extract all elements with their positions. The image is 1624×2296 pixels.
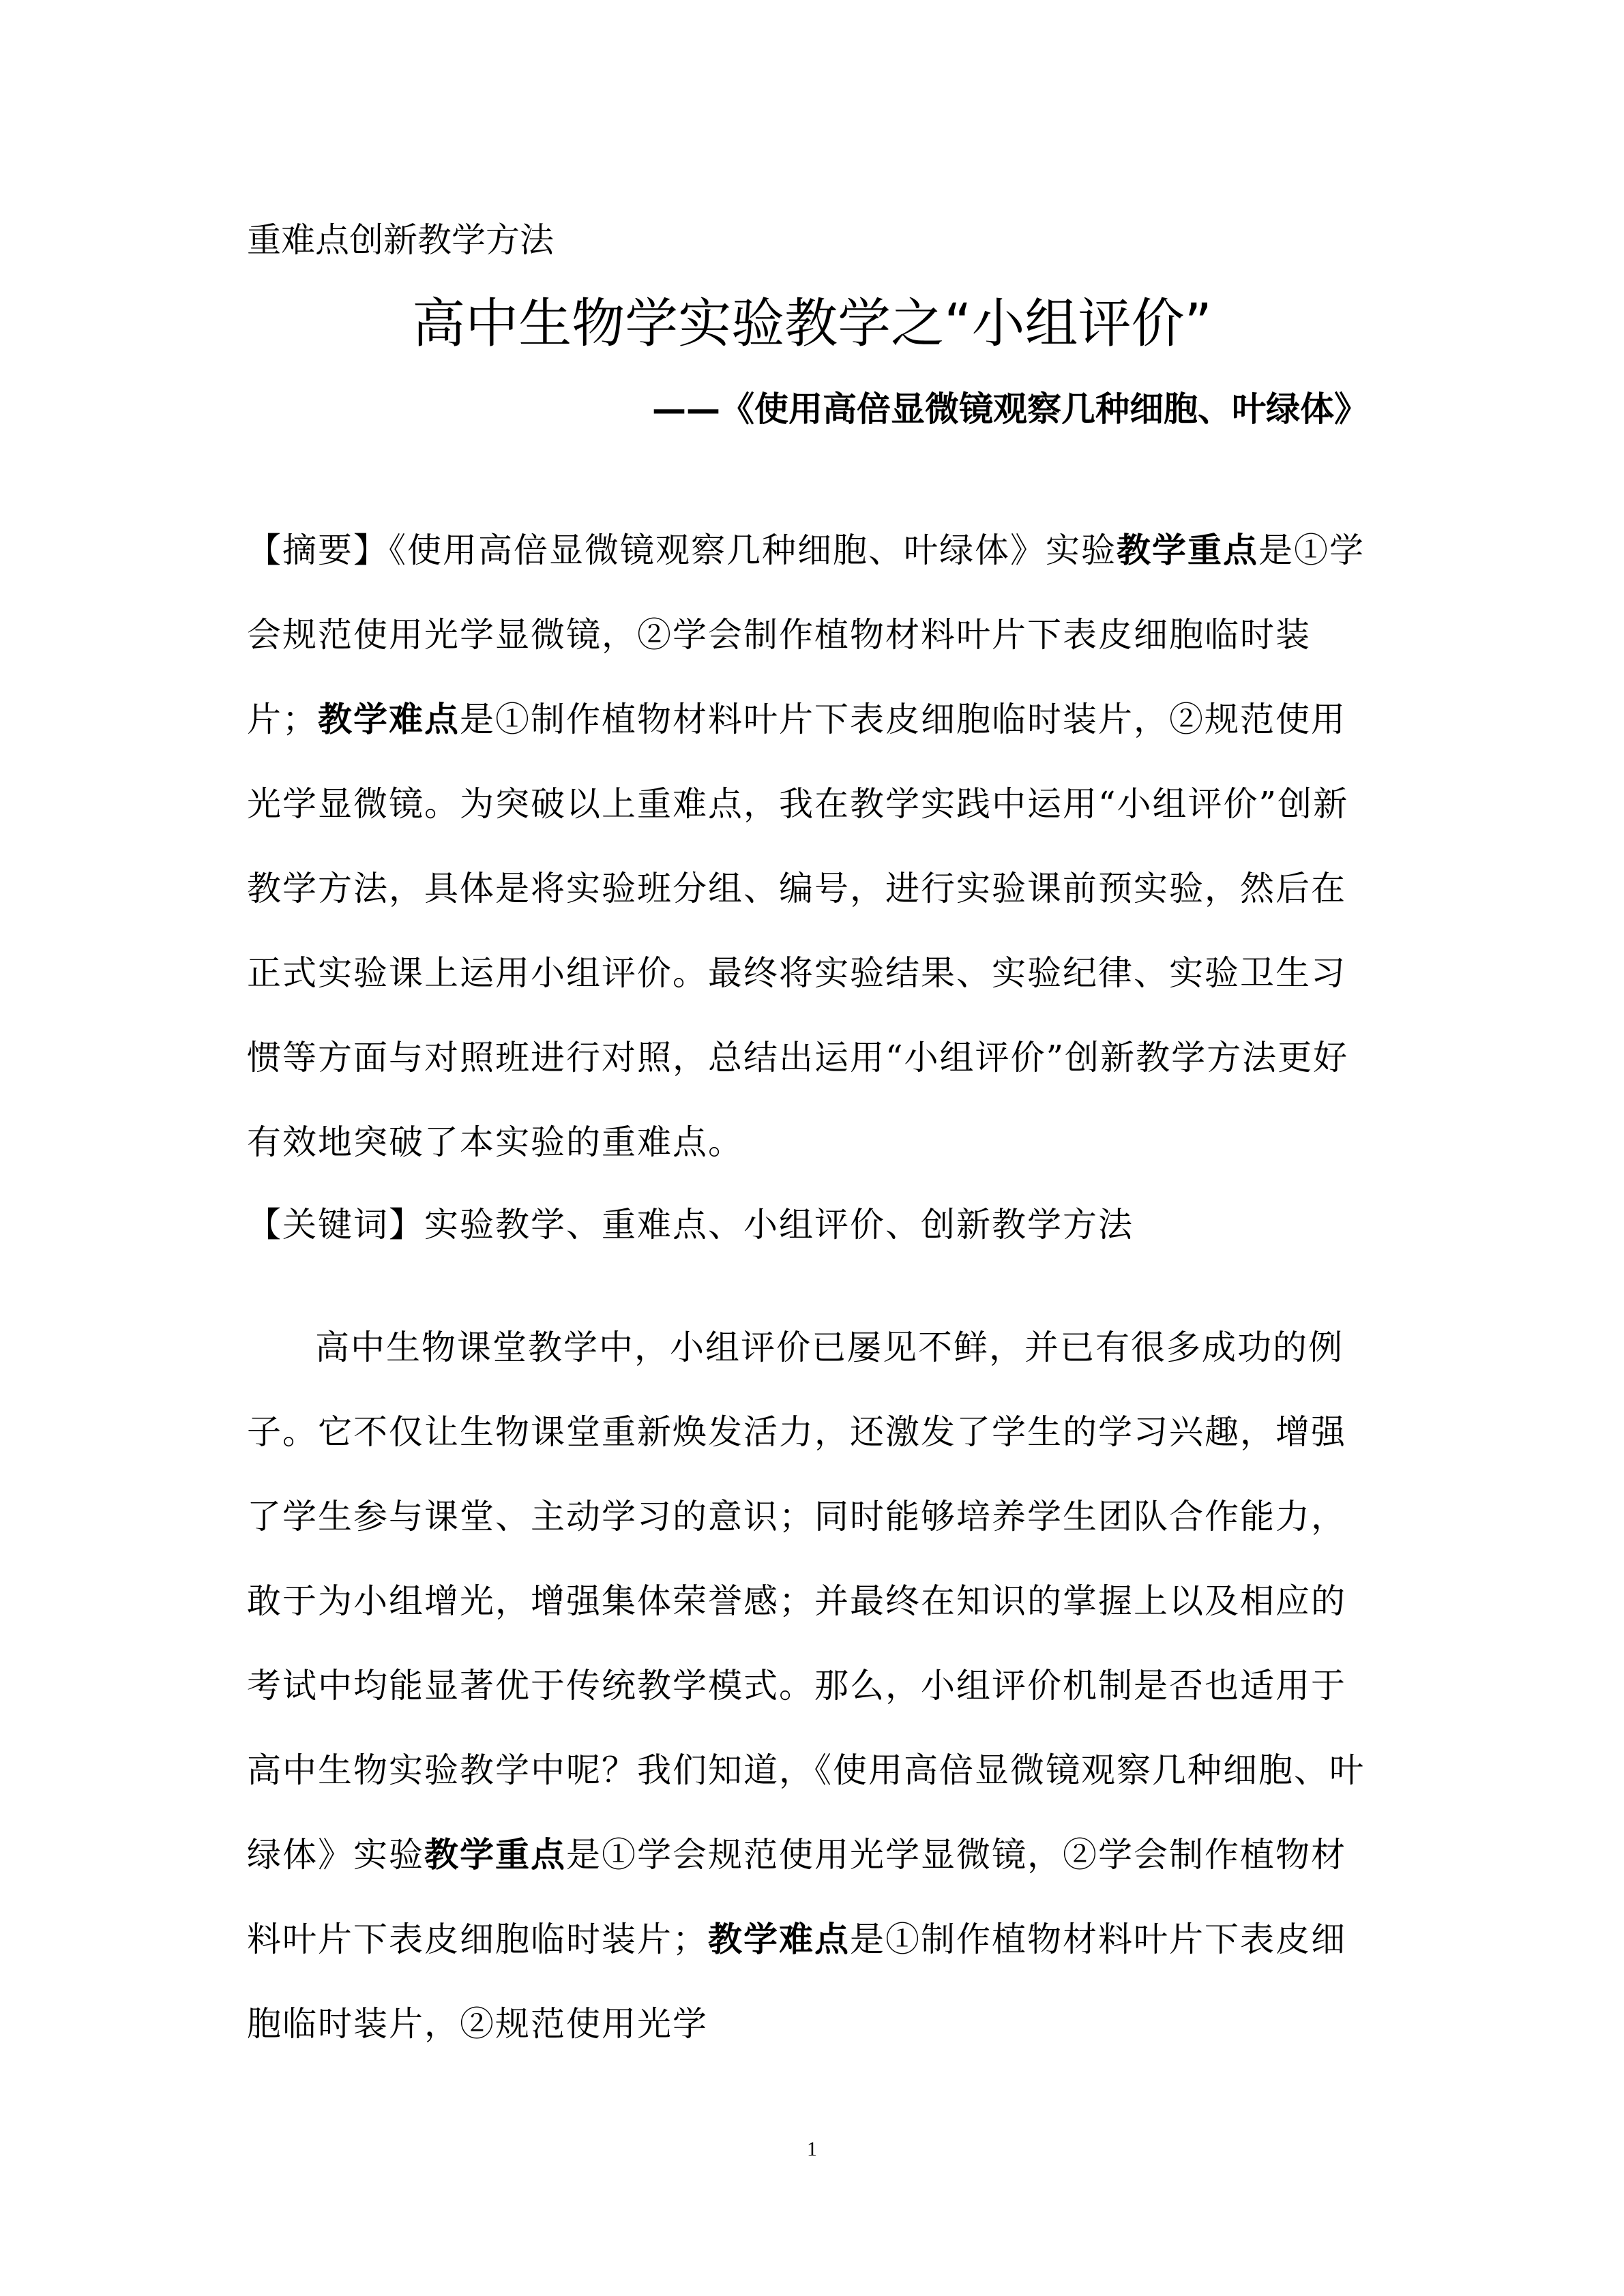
article-subtitle: ——《使用高倍显微镜观察几种细胞、叶绿体》 (652, 389, 1368, 429)
abstract-text-part-1: 《使用高倍显微镜观察几种细胞、叶绿体》实验 (389, 531, 1117, 570)
abstract-teaching-focus: 教学重点 (1117, 530, 1258, 570)
body-paragraph (247, 1305, 1379, 2066)
abstract-section (247, 508, 1379, 1184)
article-title: 高中生物学实验教学之“小组评价” (412, 293, 1212, 355)
body-text-part-1: 高中生物课堂教学中，小组评价已屡见不鲜，并已有很多成功的例子。它不仅让生物课堂重新焕发活力，还激发了学生的学习兴趣，增强了学生参与课堂、主动学习的意识；同时能够培养学生团队合作能力，敢于为小组增光，增强集体荣誉感；并最终在知识的掌握上以及相应的考试中均能显著优于传统教学模式。那么，小组评价机制是否也适用于高中生物实验教学中呢？我们知道，《使用高倍显微镜观察几种细胞、叶绿体》实验 (247, 1328, 1365, 1875)
category-heading: 重难点创新教学方法 (247, 220, 554, 260)
body-section (247, 1305, 1379, 2066)
body-text-part-3: 是①制作植物材料叶片下表皮细胞临时装片，②规范使用光学 (247, 1920, 1346, 2044)
body-teaching-focus: 教学重点 (424, 1834, 566, 1875)
keywords-label: 【关键词】 (247, 1205, 424, 1244)
keywords-text: 实验教学、重难点、小组评价、创新教学方法 (424, 1205, 1134, 1244)
abstract-label: 【摘要】 (247, 531, 389, 570)
body-teaching-difficulty: 教学难点 (708, 1919, 850, 1959)
page-number: 1 (807, 2138, 817, 2160)
abstract-text-part-3: 是①制作植物材料叶片下表皮细胞临时装片，②规范使用光学显微镜。为突破以上重难点，我在教学实践中运用“小组评价”创新教学方法，具体是将实验班分组、编号，进行实验课前预实验，然后在正式实验课上运用小组评价。最终将实验结果、实验纪律、实验卫生习惯等方面与对照班进行对照，总结出运用“小组评价”创新教学方法更好有效地突破了本实验的重难点。 (247, 700, 1349, 1162)
keywords-line (247, 1182, 1379, 1267)
abstract-paragraph (247, 508, 1379, 1184)
abstract-teaching-difficulty: 教学难点 (318, 699, 460, 739)
body-text-part-2: 是①学会规范使用光学显微镜，②学会制作植物材料叶片下表皮细胞临时装片； (247, 1835, 1346, 1959)
abstract-text-part-2: 是①学会规范使用光学显微镜，②学会制作植物材料叶片下表皮细胞临时装片； (247, 531, 1365, 739)
